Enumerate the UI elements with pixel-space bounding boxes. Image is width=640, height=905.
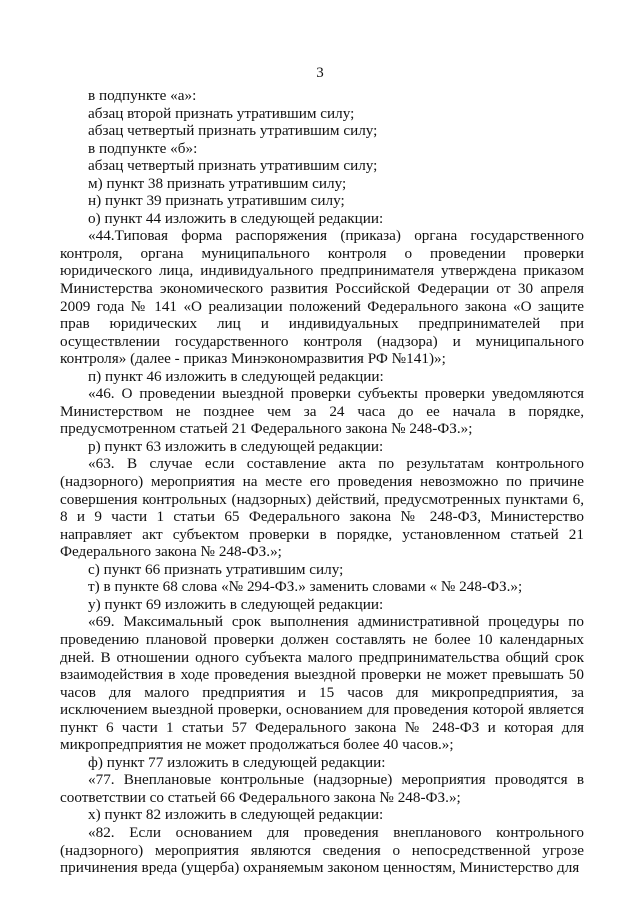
paragraph-point-44-text: «44.Типовая форма распоряжения (приказа) органа государственного контроля, органа муниципального контроля о проведении проверки юридического лица, индивидуального предпринимателя утверждена приказом Министерства экономического развития Российской Федерации от 30 апреля 2009 года № 141 «О реализации положений Федерального закона «О защите прав юридических лиц и индивидуальных предпринимателей при осуществлении государственного контроля (надзора) и муниципального контроля» (далее - приказ Минэкономразвития РФ №141)»; xyxy=(60,227,584,368)
paragraph-h-point-82: х) пункт 82 изложить в следующей редакции: xyxy=(88,806,384,824)
paragraph-p-point-46: п) пункт 46 изложить в следующей редакции: xyxy=(88,367,384,385)
paragraph-abzac-fourth-b: абзац четвертый признать утратившим силу; xyxy=(88,157,378,175)
paragraph-o-point-44: о) пункт 44 изложить в следующей редакции: xyxy=(88,209,384,227)
paragraph-n-point-39: н) пункт 39 признать утратившим силу; xyxy=(88,192,345,210)
paragraph-s-point-66: с) пункт 66 признать утратившим силу; xyxy=(88,560,344,578)
paragraph-abzac-fourth: абзац четвертый признать утратившим силу; xyxy=(88,122,378,140)
paragraph-point-46-text: «46. О проведении выездной проверки субъекты проверки уведомляются Министерством не позднее чем за 24 часа до ее начала в порядке, предусмотренном статьей 21 Федерального закона № 248-ФЗ.»; xyxy=(60,385,584,438)
paragraph-r-point-63: р) пункт 63 изложить в следующей редакции: xyxy=(88,437,384,455)
paragraph-subpoint-a: в подпункте «а»: xyxy=(88,87,197,104)
paragraph-m-point-38: м) пункт 38 признать утратившим силу; xyxy=(88,174,347,192)
paragraph-f-point-77: ф) пункт 77 изложить в следующей редакции: xyxy=(88,753,386,771)
paragraph-subpoint-b: в подпункте «б»: xyxy=(88,139,198,157)
page-number: 3 xyxy=(316,65,324,81)
paragraph-point-63-text: «63. В случае если составление акта по результатам контрольного (надзорного) мероприятия на месте его проведения невозможно по причине совершения контрольных (надзорных) действий, предусмотренных пунктами 6, 8 и 9 части 1 статьи 65 Федерального закона № 248-ФЗ, Министерство направляет акт субъектом проверки в порядке, установленном статьей 21 Федерального закона № 248-ФЗ.»; xyxy=(60,455,584,561)
document-body xyxy=(60,87,584,877)
paragraph-u-point-69: у) пункт 69 изложить в следующей редакции: xyxy=(88,595,384,613)
paragraph-t-point-68: т) в пункте 68 слова «№ 294-ФЗ.» заменить словами « № 248-ФЗ.»; xyxy=(88,578,523,596)
paragraph-abzac-second: абзац второй признать утратившим силу; xyxy=(88,104,355,122)
paragraph-point-77-text: «77. Внеплановые контрольные (надзорные) мероприятия проводятся в соответствии со статьей 66 Федерального закона № 248-ФЗ.»; xyxy=(60,771,584,806)
paragraph-point-69-text: «69. Максимальный срок выполнения административной процедуры по проведению плановой проверки должен составлять не более 10 календарных дней. В отношении одного субъекта малого предпринимательства общий срок взаимодействия в ходе проведения выездной проверки не может превышать 50 часов для малого предприятия и 15 часов для микропредприятия, за исключением выездной проверки, основанием для проведения которой является пункт 6 части 1 статьи 57 Федерального закона № 248-ФЗ и которая для микропредприятия не может продолжаться более 40 часов.»; xyxy=(60,613,584,754)
paragraph-point-82-text: «82. Если основанием для проведения внепланового контрольного (надзорного) мероприятия являются сведения о непосредственной угрозе причинения вреда (ущерба) охраняемым законом ценностям, Министерство для xyxy=(60,823,584,877)
